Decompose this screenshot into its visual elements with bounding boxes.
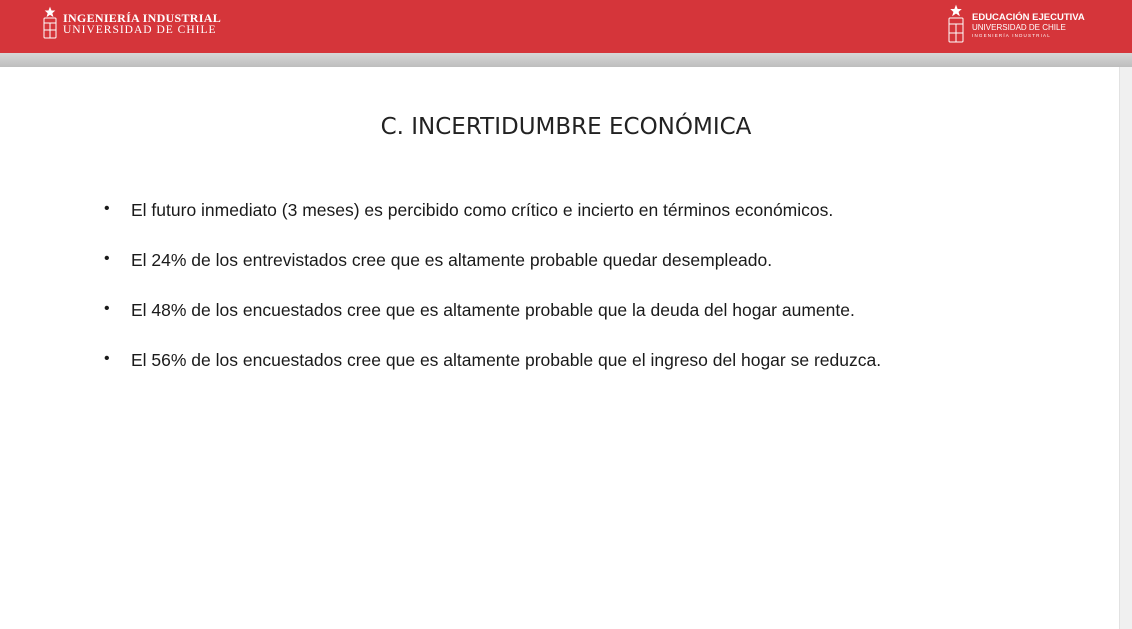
logo-right-caption: INGENIERÍA INDUSTRIAL [972, 32, 1051, 38]
header-bar [0, 0, 1132, 53]
educacion-ejecutiva-logo [946, 4, 1085, 46]
logo-left-title: INGENIERÍA INDUSTRIAL [63, 11, 222, 25]
bullet-text: El futuro inmediato (3 meses) es percibido como crítico e incierto en términos económicos. [131, 200, 834, 220]
logo-left-subtitle: UNIVERSIDAD DE CHILE [63, 24, 217, 36]
bullet-item [104, 300, 881, 350]
university-crest-icon [41, 6, 59, 42]
bullet-text: El 48% de los encuestados cree que es altamente probable que la deuda del hogar aumente. [131, 300, 855, 320]
logo-right-title: EDUCACIÓN EJECUTIVA [972, 11, 1085, 23]
bullet-item [104, 200, 881, 250]
bullet-item [104, 250, 881, 300]
bullet-text: El 56% de los encuestados cree que es altamente probable que el ingreso del hogar se reduzca. [131, 350, 882, 370]
bullet-item [104, 350, 881, 400]
header-separator [0, 53, 1132, 67]
bullet-dot-icon: • [104, 350, 110, 367]
vertical-scrollbar[interactable] [1119, 67, 1132, 629]
slide-title: C. INCERTIDUMBRE ECONÓMICA [380, 114, 752, 140]
bullet-dot-icon: • [104, 300, 110, 317]
bullet-list [104, 200, 881, 400]
logo-right-subtitle: UNIVERSIDAD DE CHILE [972, 22, 1066, 32]
bullet-dot-icon: • [104, 200, 110, 217]
ingenieria-industrial-logo [41, 6, 221, 42]
bullet-dot-icon: • [104, 250, 110, 267]
bullet-text: El 24% de los entrevistados cree que es altamente probable quedar desempleado. [131, 250, 773, 270]
university-crest-icon [946, 4, 966, 46]
